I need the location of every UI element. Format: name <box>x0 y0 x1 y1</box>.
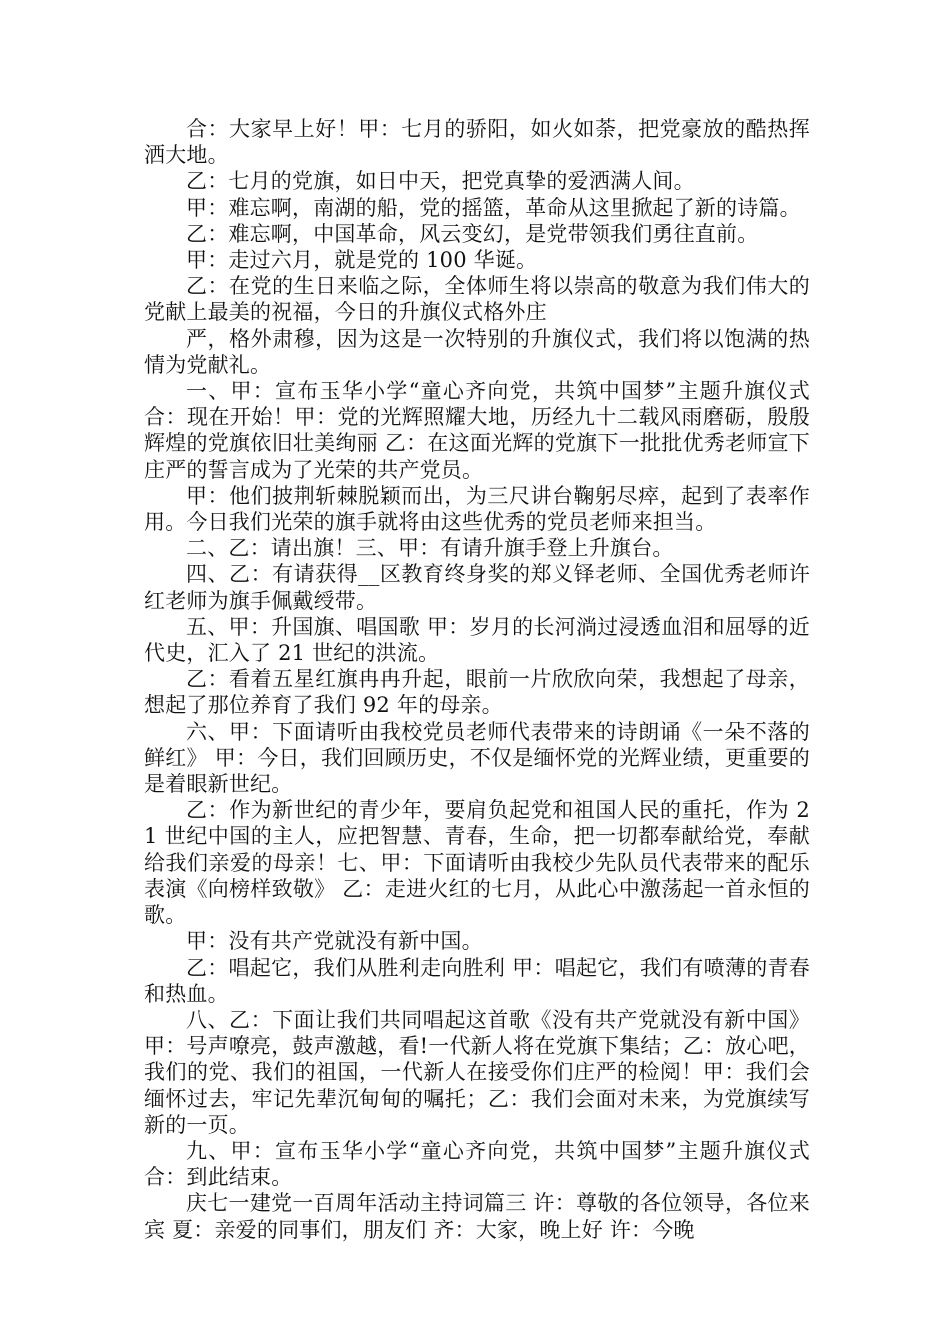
paragraph-18: 八、乙：下面让我们共同唱起这首歌《没有共产党就没有新中国》 甲：号声嘹亮，鼓声激越，看!一代新人将在党旗下集结；乙：放心吧，我们的党、我们的祖国，一代新人在接受你们庄严的检阅！甲：我们会缅怀过去，牢记先辈沉甸甸的嘱托；乙：我们会面对未来，为党旗续写新的一页。 <box>144 1007 810 1137</box>
paragraph-10: 二、乙：请出旗！三、甲：有请升旗手登上升旗台。 <box>186 536 674 561</box>
paragraph-8: 一、甲：宣布玉华小学“童心齐向党，共筑中国梦”主题升旗仪式 合：现在开始！甲：党的光辉照耀大地，历经九十二载风雨磨砺，殷殷辉煌的党旗依旧壮美绚丽 乙：在这面光辉的党旗下一批批优秀老师宣下庄严的誓言成为了光荣的共产党员。 <box>144 379 810 482</box>
paragraph-11: 四、乙：有请获得__区教育终身奖的郑义铎老师、全国优秀老师许红老师为旗手佩戴绶带。 <box>144 562 810 613</box>
document-body <box>144 116 810 1243</box>
paragraph-20: 庆七一建党一百周年活动主持词篇三 许：尊敬的各位领导，各位来宾 夏：亲爱的同事们，朋友们 齐：大家，晚上好 许：今晚 <box>144 1191 810 1242</box>
paragraph-6: 乙：在党的生日来临之际，全体师生将以崇高的敬意为我们伟大的党献上最美的祝福，今日的升旗仪式格外庄 <box>144 274 810 325</box>
paragraph-3: 甲：难忘啊，南湖的船，党的摇篮，革命从这里掀起了新的诗篇。 <box>186 195 801 220</box>
paragraph-19: 九、甲：宣布玉华小学“童心齐向党，共筑中国梦”主题升旗仪式 合：到此结束。 <box>144 1138 810 1190</box>
paragraph-2: 乙：七月的党旗，如日中天，把党真挚的爱洒满人间。 <box>186 169 695 194</box>
paragraph-17: 乙：唱起它，我们从胜利走向胜利 甲：唱起它，我们有喷薄的青春和热血。 <box>144 955 810 1006</box>
paragraph-13: 乙：看着五星红旗冉冉升起，眼前一片欣欣向荣，我想起了母亲，想起了那位养育了我们 92 年的母亲。 <box>144 667 810 718</box>
paragraph-5: 甲：走过六月，就是党的 100 华诞。 <box>186 248 538 273</box>
paragraph-12: 五、甲：升国旗、唱国歌 甲：岁月的长河淌过浸透血泪和屈辱的近代史，汇入了 21 世纪的洪流。 <box>144 614 810 666</box>
paragraph-1: 合：大家早上好！甲：七月的骄阳，如火如荼，把党豪放的酷热挥洒大地。 <box>144 117 810 168</box>
paragraph-15: 乙：作为新世纪的青少年，要肩负起党和祖国人民的重托，作为 21 世纪中国的主人，应把智慧、青春，生命，把一切都奉献给党，奉献给我们亲爱的母亲！七、甲：下面请听由我校少先队员代表带来的配乐表演《向榜样致敬》 乙：走进火红的七月，从此心中激荡起一首永恒的歌。 <box>144 798 810 928</box>
paragraph-16: 甲：没有共产党就没有新中国。 <box>186 929 483 954</box>
paragraph-14: 六、甲：下面请听由我校党员老师代表带来的诗朗诵《一朵不落的鲜红》 甲：今日，我们回顾历史，不仅是缅怀党的光辉业绩，更重要的是着眼新世纪。 <box>144 719 810 797</box>
paragraph-4: 乙：难忘啊，中国革命，风云变幻，是党带领我们勇往直前。 <box>186 221 759 246</box>
paragraph-7: 严，格外肃穆，因为这是一次特别的升旗仪式，我们将以饱满的热情为党献礼。 <box>144 326 810 377</box>
paragraph-9: 甲：他们披荆斩棘脱颖而出，为三尺讲台鞠躬尽瘁，起到了表率作用。今日我们光荣的旗手就将由这些优秀的党员老师来担当。 <box>144 483 810 535</box>
